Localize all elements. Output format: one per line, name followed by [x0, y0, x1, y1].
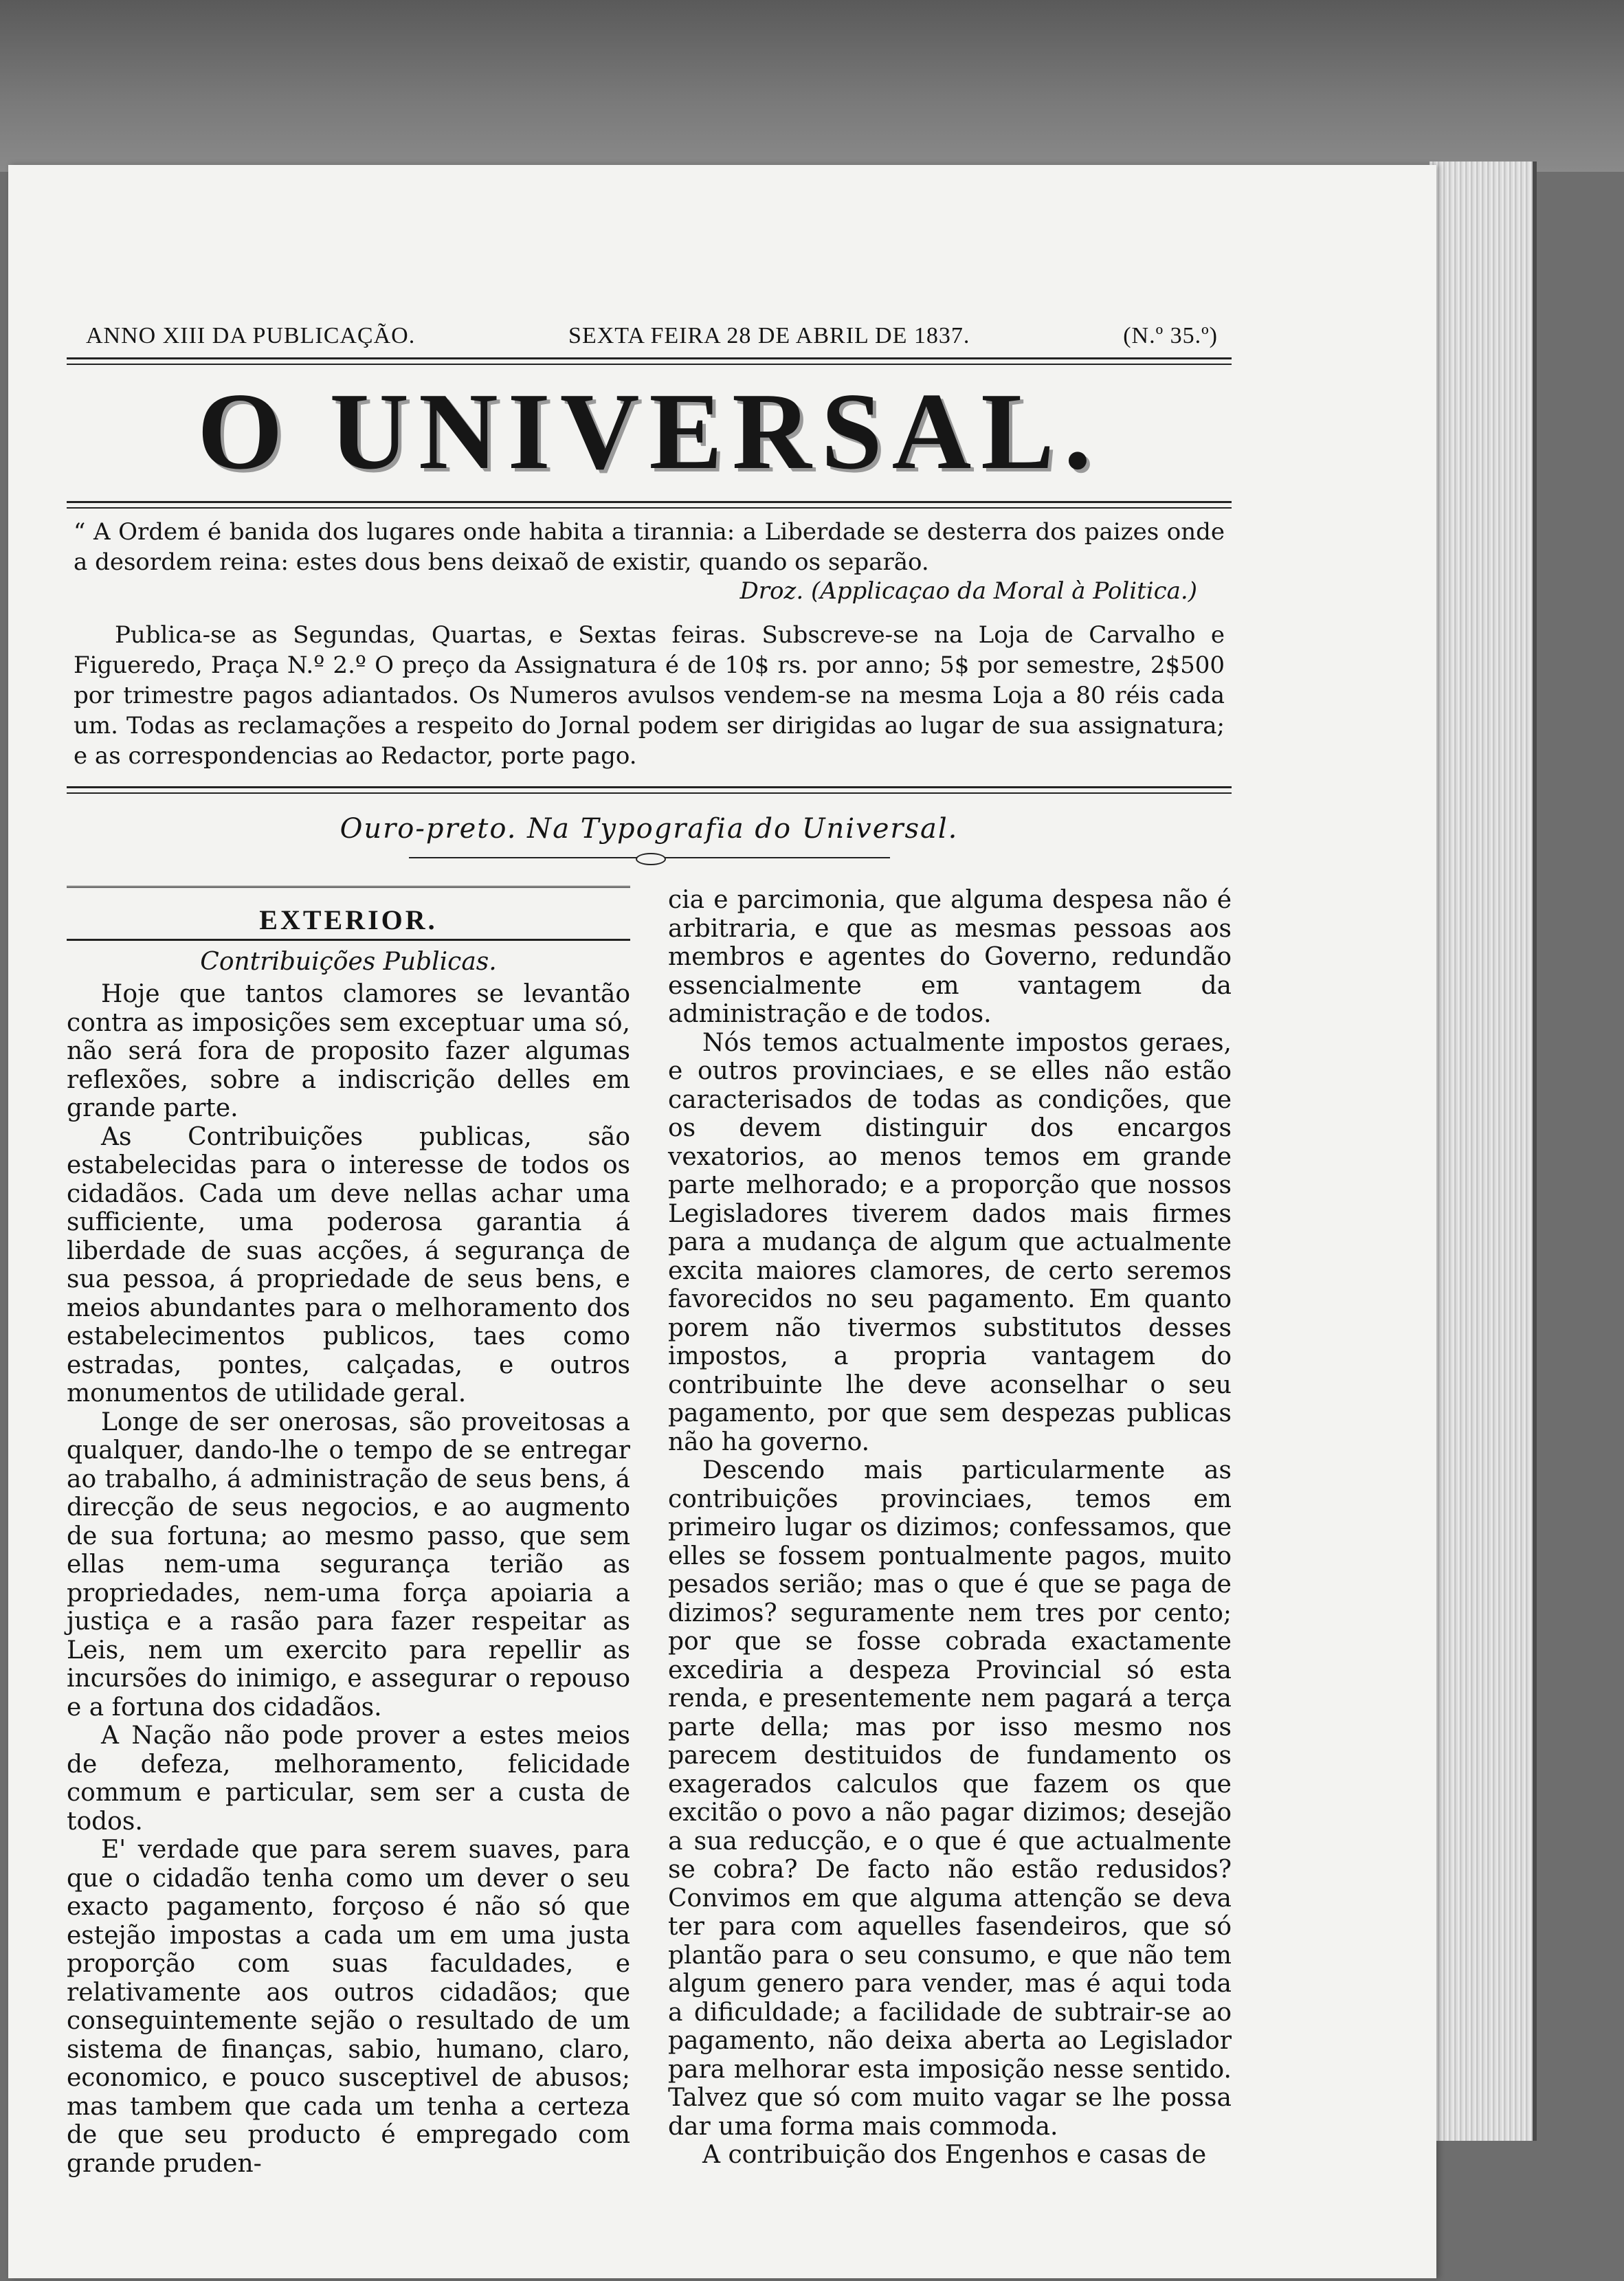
- article-subtitle: Contribuições Publicas.: [200, 947, 497, 976]
- subscription-notice: Publica-se as Segundas, Quartas, e Sextas feiras. Subscreve-se na Loja de Carvalho e Figueredo, Praça N.º 2.º O preço da Assignatura é de 10$ rs. por anno; 5$ por semestre, 2$500 por trimestre pagos adiantados. Os Numeros avulsos vendem-se na mesma Loja a 80 réis cada um. Todas as reclamações a respeito do Jornal podem ser dirigidas ao lugar de sua assignatura; e as correspondencias ao Redactor, porte pago.: [74, 621, 1225, 770]
- issue-number: (N.º 35.º): [1123, 323, 1218, 348]
- newspaper-page: [8, 165, 1436, 2278]
- page-content: [67, 323, 1232, 2178]
- article-columns: [67, 886, 1232, 2178]
- left-column: [67, 886, 630, 2178]
- paragraph: A Nação não pode prover a estes meios de defeza, melhoramento, felicidade commum e particular, sem ser a custa de todos.: [67, 1722, 630, 1836]
- issue-date: SEXTA FEIRA 28 DE ABRIL DE 1837.: [568, 323, 970, 348]
- paragraph: Nós temos actualmente impostos geraes, e outros provinciaes, e se elles não estão caracterisados de todas as condições, que os devem distinguir dos encargos vexatorios, ao menos temos em grande parte melhorado; e a proporção que nossos Legisladores tiverem dados mais firmes para a mudança de algum que actualmente excita maiores clamores, de certo seremos favorecidos no seu pagamento. Em quanto porem não tivermos substitutos desses impostos, a propria vantagem do contribuinte lhe deve aconselhar o seu pagamento, por que sem despezas publicas não ha governo.: [668, 1028, 1232, 1456]
- imprint: Ouro-preto. Na Typografia do Universal.: [340, 813, 959, 845]
- book-page-edges: [1430, 162, 1537, 2141]
- paragraph: Longe de ser onerosas, são proveitosas a qualquer, dando-lhe o tempo de se entregar ao trabalho, á administração de seus bens, á direcção de seus negocios, e ao augmento de sua fortuna; ao mesmo passo, que sem ellas nem-uma segurança terião as propriedades, nem-uma força apoiaria a justiça e a rasão para fazer respeitar as Leis, nem um exercito para repellir as incursões do inimigo, e assegurar o repouso e a fortuna dos cidadãos.: [67, 1407, 630, 1722]
- epigraph-source: Droz. (Applicaçao da Moral à Politica.): [739, 577, 1197, 605]
- section-underline: [67, 939, 630, 941]
- background-top: [0, 0, 1624, 172]
- paragraph: As Contribuições publicas, são estabelecidas para o interesse de todos os cidadãos. Cada um deve nellas achar uma sufficiente, uma poderosa garantia á liberdade de suas acções, á segurança de sua pessoa, á propriedade de seus bens, e meios abundantes para o melhoramento dos estabelecimentos publicos, taes como estradas, pontes, calçadas, e outros monumentos de utilidade geral.: [67, 1122, 630, 1407]
- ornament-divider: [67, 857, 1232, 858]
- header-rule: [67, 357, 1232, 365]
- section-title: EXTERIOR.: [259, 904, 438, 935]
- paragraph: Hoje que tantos clamores se levantão contra as imposições sem exceptuar uma só, não será fora de proposito fazer algumas reflexões, sobre a indiscrição delles em grande parte.: [67, 980, 630, 1122]
- paragraph: A contribuição dos Engenhos e casas de: [702, 2141, 1207, 2169]
- notice-rule: [67, 786, 1232, 794]
- right-column: [668, 886, 1232, 2178]
- paragraph: E' verdade que para serem suaves, para que o cidadão tenha como um dever o seu exacto pagamento, forçoso é não só que estejão impostas a cada um em uma justa proporção com suas faculdades, e relativamente aos outros cidadãos; que conseguintemente sejão o resultado de um sistema de finanças, sabio, humano, claro, economico, e pouco susceptivel de abusos; mas tambem que cada um tenha a certeza de que seu producto é empregado com grande pruden-: [67, 1836, 630, 2178]
- column-rule: [67, 886, 630, 891]
- epigraph: “ A Ordem é banida dos lugares onde habita a tirannia: a Liberdade se desterra dos paizes onde a desordem reina: estes dous bens deixaõ de existir, quando os separão.: [74, 518, 1225, 576]
- paragraph: cia e parcimonia, que alguma despesa não é arbitraria, e que as mesmas pessoas aos membros e agentes do Governo, redundão essencialmente em vantagem da administração e de todos.: [668, 886, 1232, 1028]
- issue-header: [67, 323, 1232, 349]
- masthead-title: O UNIVERSAL.: [197, 370, 1101, 492]
- paragraph: Descendo mais particularmente as contribuições provinciaes, temos em primeiro lugar os dizimos; confessamos, que elles se fossem pontualmente pagos, muito pesados serião; mas o que é que se paga de dizimos? seguramente nem tres por cento; por que se fosse cobrada exactamente excediria a despeza Provincial só esta renda, e presentemente nem pagará a terça parte della; mas por isso mesmo nos parecem destituidos de fundamento os exagerados calculos que fazem os que excitão o povo a não pagar dizimos; desejão a sua reducção, e o que é que actualmente se cobra? De facto não estão redusidos? Convimos em que alguma attenção se deva ter para com aquelles fasendeiros, que só plantão para o seu consumo, e que não tem algum genero para vender, mas é aqui toda a dificuldade; a facilidade de subtrair-se ao pagamento, não deixa aberta ao Legislador para melhorar esta imposição nesse sentido. Talvez que só com muito vagar se lhe possa dar uma forma mais commoda.: [668, 1456, 1232, 2141]
- publication-year: ANNO XIII DA PUBLICAÇÃO.: [86, 323, 416, 348]
- masthead-rule: [67, 501, 1232, 509]
